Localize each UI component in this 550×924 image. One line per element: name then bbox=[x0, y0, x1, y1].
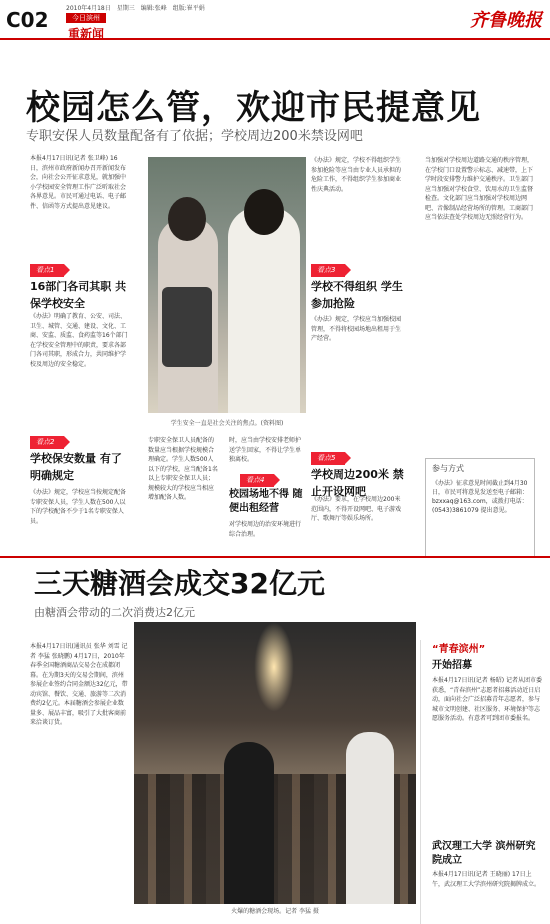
section-title-1: 16部门各司其职 共保学校安全 bbox=[30, 280, 127, 310]
section-title-2: 学校保安数量 有了明确规定 bbox=[30, 452, 122, 482]
photo-head-left bbox=[168, 197, 206, 241]
photo-shirt bbox=[162, 287, 212, 367]
section-name: 重新闻 bbox=[68, 27, 105, 41]
section-badge-3: 看点3 bbox=[311, 264, 345, 277]
page-number: C02 bbox=[6, 8, 49, 32]
section-badge-5: 看点5 bbox=[311, 452, 345, 465]
column-2a: 专职安全保卫人员配备的数量应当根据学校规模合理确定。学生人数500人以下的学校，应当配备1名以上专职安全保卫人员；规模较大的学校应当相应增加配备人数。 bbox=[148, 437, 218, 501]
column-3b: 《办法》规定，学校应当加强校园管理，不得将校园场地出租用于生产经营。 bbox=[311, 316, 401, 342]
photo-figure-right bbox=[228, 207, 300, 413]
newspaper-masthead: 齐鲁晚报 bbox=[470, 10, 542, 31]
second-article-body: 本报4月17日讯(通讯员 张华 刘雪 记者 李猛 张晓鹏) 4月17日，2010年春季全国糖酒商品交易会在成都闭幕。在为期3天的交易会期间，滨州参展企业签约合同金额达32亿元，带动宾馆、餐饮、交通、旅游等二次消费约2亿元。本届糖酒会参展企业数量多、展品丰富，吸引了大批客商前来洽谈订货。 bbox=[30, 643, 128, 726]
column-4: 当加强对学校周边道路交通的秩序管理，在学校门口设置警示标志、减速带，上下学时段安排警力维护交通秩序。卫生部门应当加强对学校食堂、饮用水的卫生监督检查。文化部门应当加强对学校周边网吧、音像制品经营场所的管理。工商部门应当依法查处学校周边无照经营行为。 bbox=[425, 157, 533, 221]
section-title-3: 学校不得组织 学生参加抢险 bbox=[311, 280, 403, 310]
photo-woman bbox=[346, 732, 394, 904]
photo-caption-1: 学生安全一直是社会关注的焦点。(资料图) bbox=[170, 420, 284, 427]
aside-title: 参与方式 bbox=[432, 464, 464, 473]
second-subheadline: 由糖酒会带动的二次消费达2亿元 bbox=[34, 606, 195, 619]
students-photo bbox=[148, 157, 306, 413]
column-2c: 对学校周边的治安环境进行综合治理。 bbox=[229, 521, 302, 538]
photo-caption-2: 火爆的糖酒会现场。记者 李猛 摄 bbox=[231, 908, 319, 915]
main-subheadline: 专职安保人员数量配备有了依据；学校周边200米禁设网吧 bbox=[26, 129, 363, 144]
page-header bbox=[0, 0, 550, 40]
section-badge-1: 看点1 bbox=[30, 264, 64, 277]
column-2b: 时，应当由学校安排老师护送学生回家，不得让学生单独离校。 bbox=[229, 437, 302, 463]
section-divider bbox=[0, 556, 550, 558]
section-badge-4: 看点4 bbox=[240, 474, 274, 487]
section-body-1: 《办法》明确了教育、公安、司法、卫生、城管、交通、建设、文化、工商、安监、质监、食药监等16个部门在学校安全管理中的职责，要求各部门各司其职，形成合力，共同维护学校及周边的安全稳定。 bbox=[30, 313, 128, 368]
aside-body: 《办法》征求意见时间截止到4月30日，市民可将意见发送至电子邮箱：bzxxaq@163.com，或拨打电话：(0543)3861079 提出意见。 bbox=[432, 480, 529, 514]
photo-light bbox=[254, 622, 294, 712]
column-3: 《办法》规定，学校不得组织学生参加抢险等应当由专业人员承担的危险工作，不得组织学生参加商业性庆典活动。 bbox=[311, 157, 401, 193]
section-body-2: 《办法》规定，学校应当按规定配备专职安保人员，学生人数在500人以下的学校配备不少于1名专职安保人员。 bbox=[30, 489, 127, 525]
section-tab: 今日滨州 bbox=[66, 13, 106, 23]
photo-head-right bbox=[244, 189, 284, 235]
main-headline: 校园怎么管，欢迎市民提意见 bbox=[26, 88, 481, 128]
trade-fair-photo bbox=[134, 622, 416, 904]
sidebar-subtitle: 开始招募 bbox=[432, 660, 472, 671]
article-lead: 本报4月17日讯(记者 张卫峰) 16日，滨州市政府新闻办召开新闻发布会，向社会公开征求意见，就加强中小学校园安全管理工作广泛听取社会各界意见。市民可通过电话、电子邮件、信函等方式提出意见建议。 bbox=[30, 155, 127, 210]
section-badge-2: 看点2 bbox=[30, 436, 64, 449]
participation-box bbox=[425, 458, 535, 558]
section-title-4: 校园场地不得 随便出租经营 bbox=[229, 489, 303, 514]
date-line: 2010年4月18日 星期三 编辑:张峰 组版:崔平娟 bbox=[66, 5, 205, 12]
section-title-5: 学校周边200米 禁止开设网吧 bbox=[311, 468, 404, 498]
sidebar-title: “青春滨州” bbox=[432, 644, 486, 655]
sidebar-title-2: 武汉理工大学 滨州研究院成立 bbox=[432, 841, 536, 866]
section-body-5: 《办法》要求，在学校周边200米范围内，不得开设网吧、电子游戏厅、歌舞厅等娱乐场所。 bbox=[311, 496, 401, 522]
sidebar-body-2: 本报4月17日讯(记者 王晓丽) 17日上午，武汉理工大学滨州研究院揭牌成立。 bbox=[432, 871, 541, 888]
photo-man bbox=[224, 742, 274, 904]
sidebar-body-1: 本报4月17日讯(记者 杨昭) 记者从团市委获悉，“青春滨州”志愿者招募活动近日启动，面向社会广泛招募青年志愿者，参与城市文明创建、社区服务、环境保护等志愿服务活动。有意者可到团市委报名。 bbox=[432, 677, 542, 722]
second-headline: 三天糖酒会成交32亿元 bbox=[34, 567, 325, 600]
